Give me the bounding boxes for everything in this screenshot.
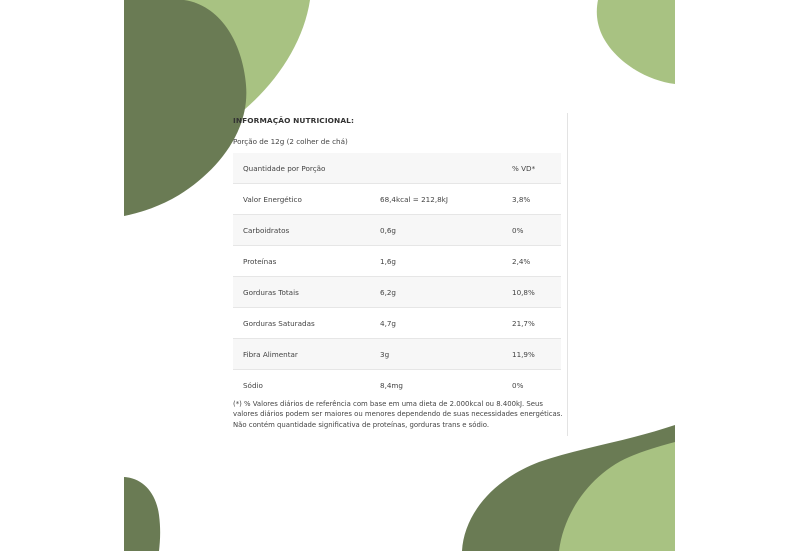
bottom-left-dark-blob xyxy=(124,477,160,551)
row-value: 0,6g xyxy=(380,215,512,246)
header-label: Quantidade por Porção xyxy=(233,153,380,184)
table-row xyxy=(233,370,561,401)
row-value: 6,2g xyxy=(380,277,512,308)
row-dv: 10,8% xyxy=(512,277,561,308)
row-value: 3g xyxy=(380,339,512,370)
row-dv: 3,8% xyxy=(512,184,561,215)
row-dv: 0% xyxy=(512,215,561,246)
row-value: 4,7g xyxy=(380,308,512,339)
header-dv: % VD* xyxy=(512,153,561,184)
row-label: Gorduras Totais xyxy=(233,277,380,308)
row-dv: 2,4% xyxy=(512,246,561,277)
table-row xyxy=(233,246,561,277)
top-left-dark-blob xyxy=(124,0,246,216)
footnote: (*) % Valores diários de referência com base em uma dieta de 2.000kcal ou 8.400kJ. Seus valores diários podem ser maiores ou menores dependendo de suas necessidades energéticas. Não contém quantidade significativa de proteínas, gorduras trans e sódio. xyxy=(233,400,563,429)
table-header-row xyxy=(233,153,561,184)
table-row xyxy=(233,339,561,370)
row-label: Proteínas xyxy=(233,246,380,277)
table-row xyxy=(233,277,561,308)
nutrition-panel xyxy=(233,113,568,436)
row-dv: 11,9% xyxy=(512,339,561,370)
header-value xyxy=(380,153,512,184)
row-dv: 21,7% xyxy=(512,308,561,339)
table-row xyxy=(233,184,561,215)
row-value: 68,4kcal = 212,8kJ xyxy=(380,184,512,215)
table-row xyxy=(233,308,561,339)
row-label: Fibra Alimentar xyxy=(233,339,380,370)
nutrition-table xyxy=(233,153,561,400)
row-label: Sódio xyxy=(233,370,380,401)
table-row xyxy=(233,215,561,246)
row-label: Carboidratos xyxy=(233,215,380,246)
row-value: 1,6g xyxy=(380,246,512,277)
row-label: Gorduras Saturadas xyxy=(233,308,380,339)
portion-size: Porção de 12g (2 colher de chá) xyxy=(233,137,348,146)
nutrition-title: INFORMAÇÃO NUTRICIONAL: xyxy=(233,116,355,125)
row-value: 8,4mg xyxy=(380,370,512,401)
top-right-light-blob xyxy=(597,0,675,84)
row-label: Valor Energético xyxy=(233,184,380,215)
row-dv: 0% xyxy=(512,370,561,401)
